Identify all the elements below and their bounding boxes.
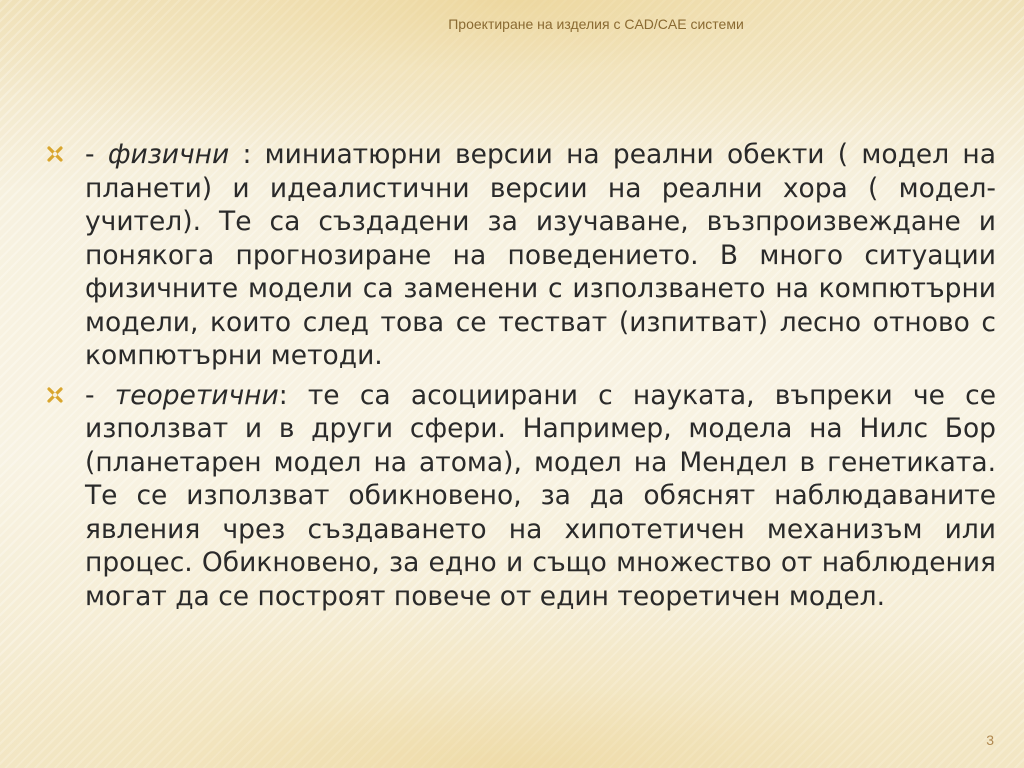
bullet-text: : те са асоциирани с науката, въпреки че се използват и в други сфери. Например, модела на Нилс Бор (планетарен модел на атома), модел на Мендел в генетиката. Те се използват обикновено, за да обяснят наблюдаваните явления чрез създаването на хипотетичен механизъм или процес. Обикновено, за едно и също множество от наблюдения могат да се построят повече от един теоретичен модел. (85, 379, 996, 612)
x-bullet-icon (47, 146, 63, 162)
x-bullet-icon (47, 387, 63, 403)
bullet-text: : миниатюрни версии на реални обекти ( модел на планети) и идеалистични версии на реални хора ( модел-учител). Те са създадени за изучаване, възпроизвеждане и понякога прогнозиране на поведението. В много ситуации физичните модели са заменени с използването на компютърни модели, които след това се тестват (изпитват) лесно отново с компютърни методи. (85, 139, 996, 371)
bullet-term: теоретични (114, 379, 279, 411)
bullet-term: физични (107, 139, 230, 170)
bullet-prefix: - (85, 139, 108, 170)
bullet-prefix: - (85, 379, 115, 411)
bullet-item-theoretical (44, 379, 996, 614)
bullet-item-physical (44, 138, 996, 373)
page-number: 3 (986, 732, 994, 748)
slide-content (44, 138, 996, 619)
slide-header-title: Проектиране на изделия с CAD/CAE системи (448, 16, 744, 32)
